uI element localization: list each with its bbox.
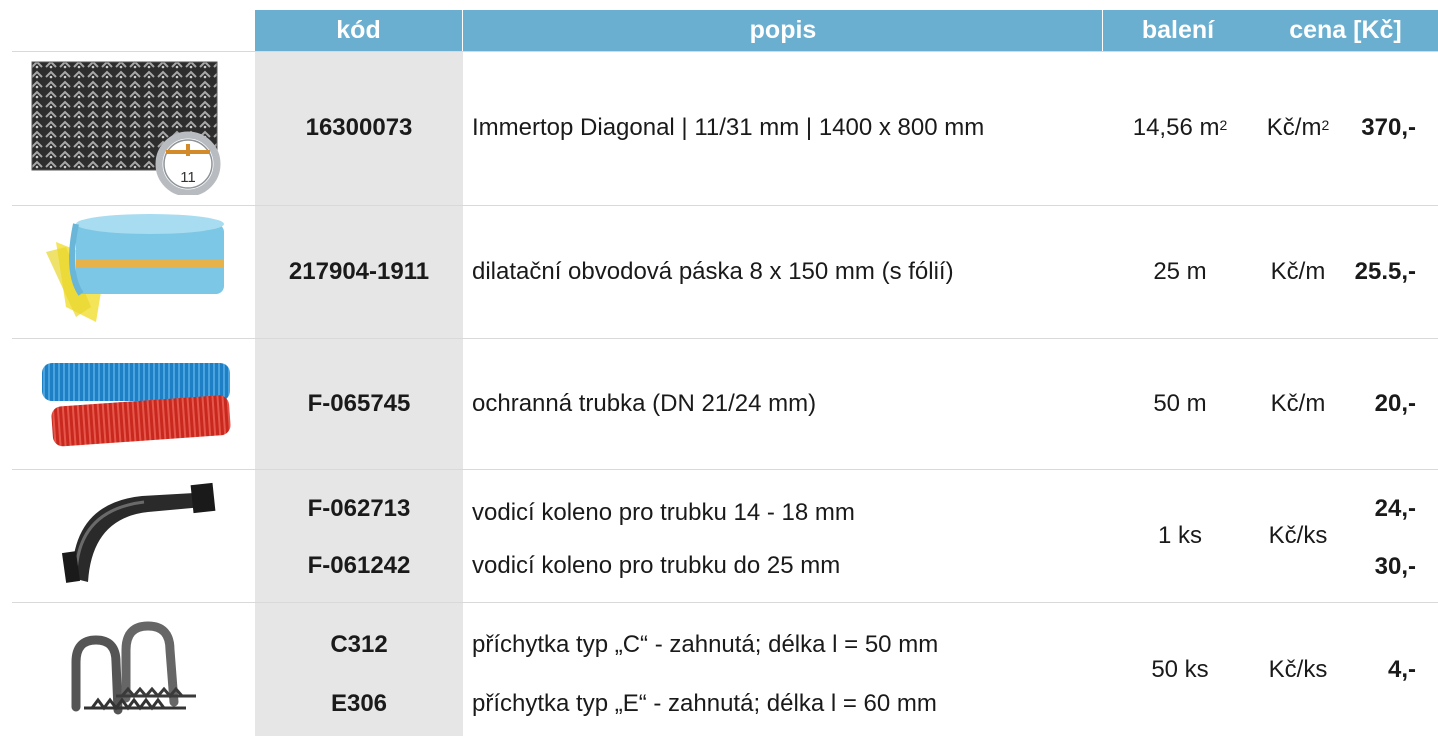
price-text: 25.5,- bbox=[1354, 258, 1416, 285]
product-code bbox=[255, 339, 463, 469]
price-text: 370,- bbox=[1361, 114, 1416, 141]
price-unit bbox=[1250, 339, 1346, 469]
description-text: příchytka typ „C“ - zahnutá; délka l = 50 mm bbox=[472, 631, 939, 658]
package-size bbox=[1112, 470, 1248, 602]
unit-text: Kč/ks bbox=[1268, 522, 1328, 549]
price bbox=[1346, 51, 1438, 205]
unit-text: Kč/m bbox=[1270, 258, 1326, 285]
pack-text: 14,56 m bbox=[1132, 114, 1220, 141]
description-text: ochranná trubka (DN 21/24 mm) bbox=[472, 390, 817, 417]
corrugated-pipes-icon bbox=[38, 355, 234, 455]
product-code bbox=[255, 547, 463, 585]
header-cena-label: cena [Kč] bbox=[1289, 16, 1402, 44]
pack-text: 25 m bbox=[1153, 258, 1207, 285]
price bbox=[1346, 603, 1438, 736]
board-thickness-label: 11 bbox=[180, 169, 196, 186]
product-description bbox=[472, 339, 1112, 469]
price-unit bbox=[1250, 603, 1346, 736]
pack-text: 1 ks bbox=[1157, 522, 1202, 549]
edge-tape-roll-icon bbox=[36, 212, 236, 330]
code-text: F-061242 bbox=[307, 552, 411, 579]
price-unit bbox=[1250, 470, 1346, 602]
description-text: Immertop Diagonal | 11/31 mm | 1400 x 800 mm bbox=[472, 114, 985, 141]
price-text: 4,- bbox=[1387, 655, 1416, 683]
code-text: F-065745 bbox=[307, 390, 411, 417]
price bbox=[1346, 490, 1438, 528]
pipe-bend-guide-icon bbox=[52, 478, 222, 588]
pack-text: 50 m bbox=[1153, 390, 1207, 417]
product-description bbox=[472, 494, 1112, 532]
header-popis bbox=[462, 10, 1103, 51]
product-description bbox=[472, 626, 1112, 664]
code-text: 16300073 bbox=[305, 114, 413, 141]
product-description bbox=[472, 51, 1112, 205]
pipe-clip-staple-icon bbox=[56, 612, 216, 724]
product-code bbox=[255, 626, 463, 664]
price-text: 24,- bbox=[1374, 495, 1416, 522]
description-text: příchytka typ „E“ - zahnutá; délka l = 60 mm bbox=[472, 690, 937, 717]
unit-text: Kč/m bbox=[1270, 390, 1326, 417]
description-text: vodicí koleno pro trubku 14 - 18 mm bbox=[472, 499, 855, 526]
product-description bbox=[472, 206, 1112, 338]
code-text: F-062713 bbox=[307, 495, 411, 522]
package-size bbox=[1112, 206, 1248, 338]
product-code bbox=[255, 685, 463, 723]
pack-text: 50 ks bbox=[1151, 655, 1209, 683]
product-code bbox=[255, 490, 463, 528]
insulation-board-icon bbox=[30, 60, 240, 195]
header-baleni bbox=[1102, 10, 1253, 51]
header-kod-label: kód bbox=[336, 16, 381, 44]
unit-text: Kč/m bbox=[1266, 114, 1322, 141]
package-size: 14,56 m $^2$ bbox=[1132, 114, 1228, 141]
description-text: dilatační obvodová páska 8 x 150 mm (s fólií) bbox=[472, 258, 954, 285]
header-baleni-label: balení bbox=[1141, 16, 1215, 44]
header-popis-label: popis bbox=[749, 16, 817, 44]
price-unit bbox=[1250, 206, 1346, 338]
price-text: 20,- bbox=[1374, 390, 1416, 417]
price bbox=[1346, 548, 1438, 586]
header-cena bbox=[1253, 10, 1438, 51]
product-code bbox=[255, 206, 463, 338]
price-unit: Kč/m $^2$ bbox=[1266, 114, 1330, 141]
code-text: E306 bbox=[330, 690, 388, 717]
product-code bbox=[255, 51, 463, 205]
description-text: vodicí koleno pro trubku do 25 mm bbox=[472, 552, 841, 579]
unit-text: Kč/ks bbox=[1268, 655, 1328, 683]
code-text: C312 bbox=[330, 631, 388, 658]
package-size bbox=[1112, 603, 1248, 736]
price-text: 30,- bbox=[1374, 553, 1416, 580]
header-kod bbox=[255, 10, 462, 51]
code-text: 217904-1911 bbox=[288, 258, 430, 285]
package-size bbox=[1112, 339, 1248, 469]
product-description bbox=[472, 685, 1112, 723]
product-description bbox=[472, 547, 1112, 585]
price bbox=[1346, 206, 1438, 338]
price bbox=[1346, 339, 1438, 469]
